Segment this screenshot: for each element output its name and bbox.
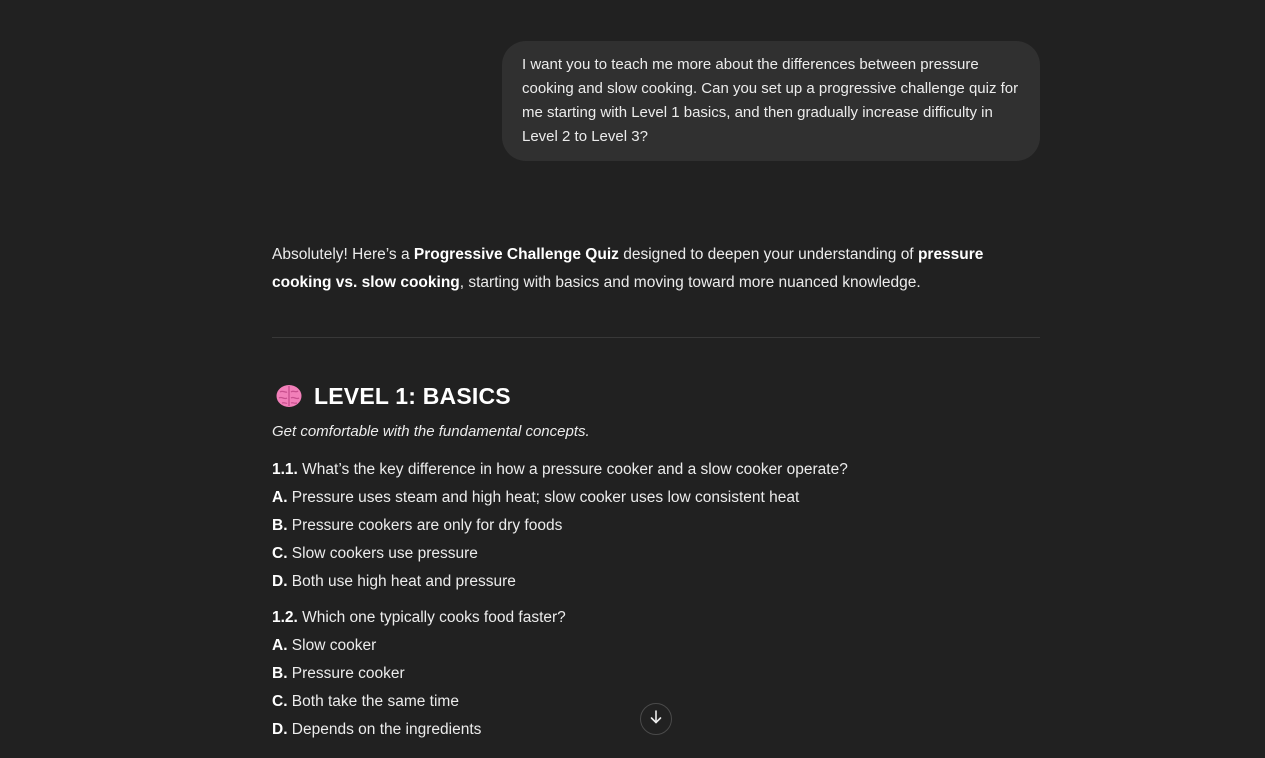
level-title: LEVEL 1: BASICS [314, 382, 511, 409]
question-number: 1.2. [272, 609, 298, 626]
question-text [272, 456, 1040, 484]
level-subtitle: Get comfortable with the fundamental concepts. [272, 423, 590, 440]
intro-text: designed to deepen your understanding of [618, 246, 918, 263]
option-letter: D. [272, 721, 288, 738]
option-text: Pressure cookers are only for dry foods [287, 517, 563, 534]
intro-text: Absolutely! Here’s a [272, 246, 414, 263]
arrow-down-icon [648, 709, 664, 730]
option-letter: D. [272, 573, 288, 590]
scroll-to-bottom-button[interactable] [640, 703, 672, 735]
question-body: What’s the key difference in how a pressure cooker and a slow cooker operate? [297, 461, 848, 478]
question-body: Which one typically cooks food faster? [297, 609, 566, 626]
intro-text: , starting with basics and moving toward more nuanced knowledge. [459, 274, 921, 291]
level-1-heading [272, 378, 1040, 414]
option-letter: C. [272, 693, 288, 710]
divider [272, 337, 1040, 338]
intro-bold-quiz: Progressive Challenge Quiz [413, 246, 619, 263]
option-c [272, 540, 1040, 568]
user-message-row [0, 41, 1040, 161]
assistant-intro [272, 241, 1040, 297]
option-text: Slow cooker [287, 637, 377, 654]
option-b [272, 512, 1040, 540]
option-letter: A. [272, 489, 288, 506]
intro-bold-topic: pressure cooking vs. slow cooking [272, 246, 984, 291]
assistant-message [272, 241, 1040, 744]
option-text: Pressure uses steam and high heat; slow cooker uses low consistent heat [287, 489, 800, 506]
option-text: Both use high heat and pressure [287, 573, 516, 590]
option-letter: B. [272, 665, 288, 682]
option-d [272, 568, 1040, 596]
option-a [272, 632, 1040, 660]
question-number: 1.1. [272, 461, 298, 478]
question-1-1 [272, 456, 1040, 596]
option-text: Depends on the ingredients [287, 721, 482, 738]
option-letter: A. [272, 637, 288, 654]
option-text: Both take the same time [287, 693, 459, 710]
option-a [272, 484, 1040, 512]
brain-icon [275, 383, 303, 409]
option-letter: B. [272, 517, 288, 534]
option-text: Slow cookers use pressure [287, 545, 478, 562]
question-text [272, 604, 1040, 632]
option-letter: C. [272, 545, 288, 562]
option-b [272, 660, 1040, 688]
option-text: Pressure cooker [287, 665, 405, 682]
user-message-bubble: I want you to teach me more about the differences between pressure cooking and slow cooking. Can you set up a progressive challenge quiz for me starting with Level 1 basics, and then gradually increase difficulty in Level 2 to Level 3? [502, 41, 1040, 161]
